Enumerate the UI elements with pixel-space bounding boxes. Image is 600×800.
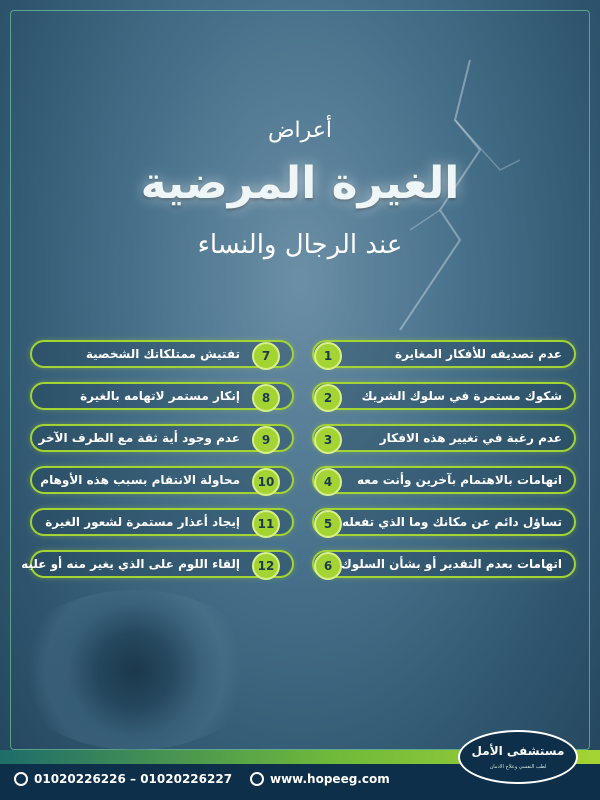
symptom-number: 9 bbox=[252, 426, 280, 454]
symptom-item-8 bbox=[30, 382, 294, 410]
symptom-number: 7 bbox=[252, 342, 280, 370]
logo-name: مستشفى الأمل bbox=[471, 744, 565, 758]
symptom-text: اتهامات بالاهتمام بآخرين وأنت معه bbox=[357, 473, 562, 487]
symptom-text: محاولة الانتقام بسبب هذه الأوهام bbox=[40, 473, 240, 487]
symptom-item-2 bbox=[312, 382, 576, 410]
symptom-number: 1 bbox=[314, 342, 342, 370]
symptom-text: عدم وجود أية ثقة مع الطرف الآخر bbox=[38, 431, 240, 445]
symptom-item-9 bbox=[30, 424, 294, 452]
symptom-item-10 bbox=[30, 466, 294, 494]
title-line-1: أعراض bbox=[267, 118, 333, 143]
phone-numbers[interactable]: 01020226226 – 01020226227 bbox=[34, 772, 233, 786]
symptom-text: عدم تصديقه للأفكار المغايرة bbox=[394, 347, 562, 361]
symptom-item-11 bbox=[30, 508, 294, 536]
symptom-text: إيجاد أعذار مستمرة لشعور الغيرة bbox=[45, 515, 240, 529]
symptom-item-4 bbox=[312, 466, 576, 494]
symptom-number: 12 bbox=[252, 552, 280, 580]
symptom-text: تساؤل دائم عن مكانك وما الذي تفعله bbox=[342, 515, 562, 529]
symptom-text: إلقاء اللوم على الذي يغير منه أو عليه bbox=[21, 557, 240, 571]
symptom-item-5 bbox=[312, 508, 576, 536]
globe-icon bbox=[250, 772, 264, 786]
eye-illustration bbox=[10, 590, 260, 750]
main-title: الغيرة المرضية bbox=[140, 158, 460, 209]
symptom-number: 4 bbox=[314, 468, 342, 496]
subtitle: عند الرجال والنساء bbox=[197, 230, 403, 260]
symptom-text: تفتيش ممتلكاتك الشخصية bbox=[85, 347, 240, 361]
symptom-item-1 bbox=[312, 340, 576, 368]
hospital-logo bbox=[458, 730, 578, 784]
symptom-number: 2 bbox=[314, 384, 342, 412]
symptom-item-3 bbox=[312, 424, 576, 452]
symptom-text: شكوك مستمرة في سلوك الشريك bbox=[361, 389, 562, 403]
symptom-text: عدم رغبة في تغيير هذه الافكار bbox=[379, 431, 562, 445]
symptom-number: 6 bbox=[314, 552, 342, 580]
symptom-text: اتهامات بعدم التقدير أو بشأن السلوك bbox=[340, 557, 562, 571]
symptom-number: 10 bbox=[252, 468, 280, 496]
symptom-number: 8 bbox=[252, 384, 280, 412]
symptom-number: 5 bbox=[314, 510, 342, 538]
symptom-item-7 bbox=[30, 340, 294, 368]
website-link[interactable]: www.hopeeg.com bbox=[270, 772, 390, 786]
symptom-text: إنكار مستمر لاتهامه بالغيرة bbox=[80, 389, 240, 403]
symptom-number: 3 bbox=[314, 426, 342, 454]
whatsapp-icon bbox=[14, 772, 28, 786]
symptom-number: 11 bbox=[252, 510, 280, 538]
symptom-item-12 bbox=[21, 550, 294, 578]
symptom-item-6 bbox=[312, 550, 576, 578]
logo-subtitle: لطب النفسي وعلاج الادمان bbox=[489, 764, 547, 770]
